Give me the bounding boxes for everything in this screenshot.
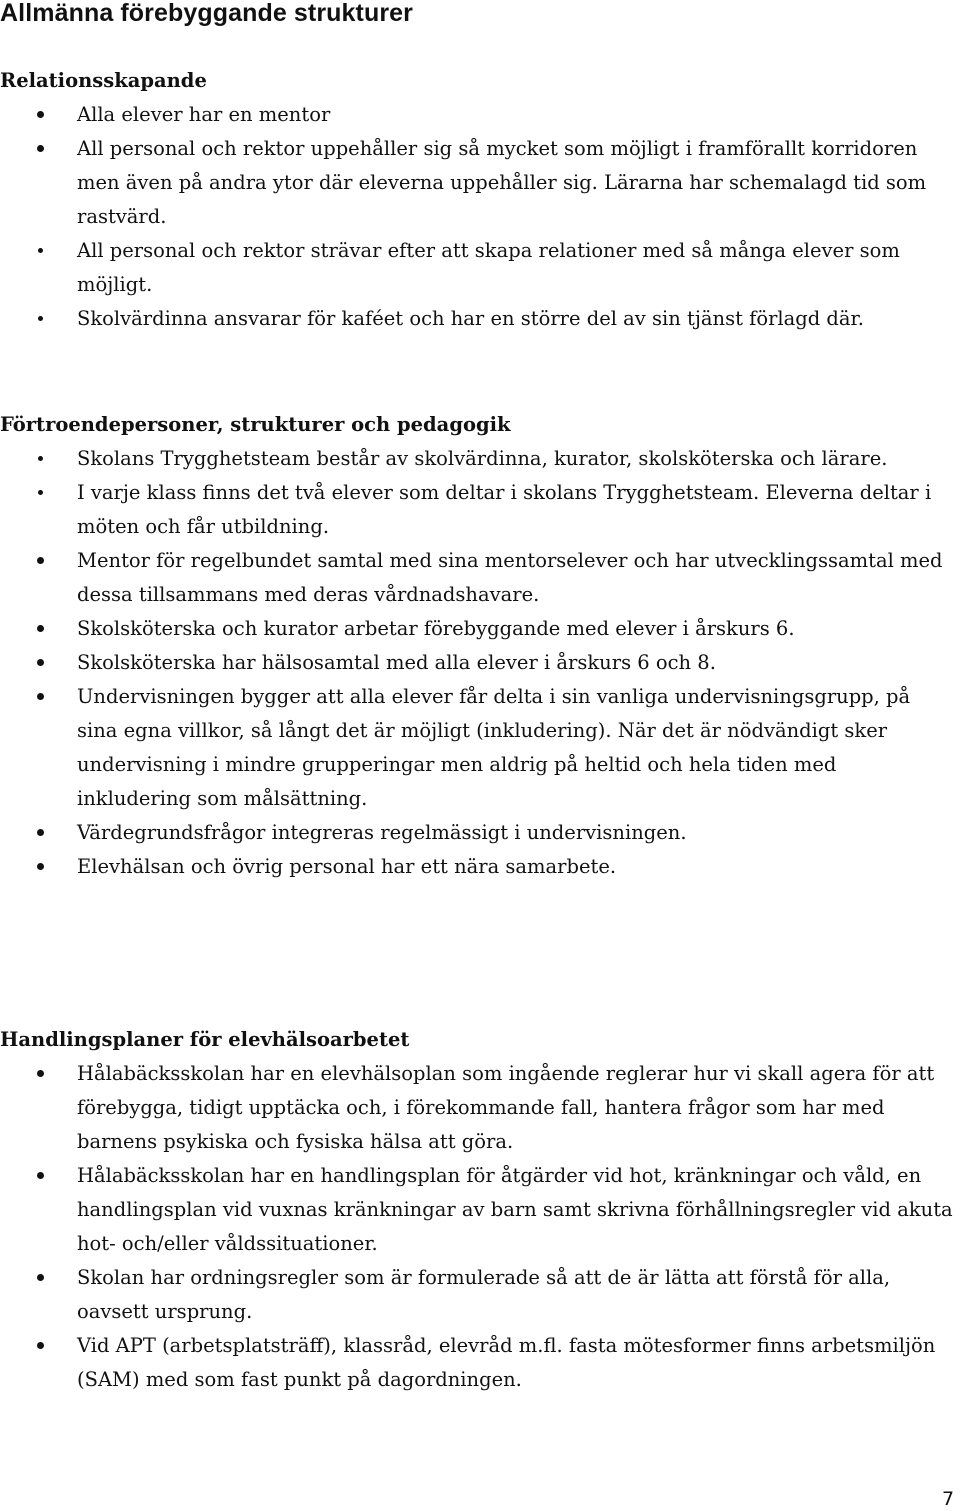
list-item-text: Skolans Trygghetsteam består av skolvärdinna, kurator, skolsköterska och lärare.	[77, 447, 888, 470]
list-item	[0, 302, 956, 336]
list-item-text: All personal och rektor uppehåller sig så mycket som möjligt i framförallt korridoren men även på andra ytor där eleverna uppehåller sig. Lärarna har schemalagd tid som rastvärd.	[77, 137, 927, 228]
section-heading: Relationsskapande	[0, 69, 207, 92]
list-item	[0, 132, 956, 234]
section-relationsskapande	[0, 64, 956, 336]
bullet-icon	[37, 1070, 44, 1077]
bullet-icon	[38, 316, 43, 321]
list-item-text: Hålabäcksskolan har en handlingsplan för åtgärder vid hot, kränkningar och våld, en handlingsplan vid vuxnas kränkningar av barn samt skrivna förhållningsregler vid akuta hot- och/eller våldssituationer.	[77, 1164, 953, 1255]
list-item-text: Skolsköterska och kurator arbetar förebyggande med elever i årskurs 6.	[77, 617, 795, 640]
section-heading: Förtroendepersoner, strukturer och pedagogik	[0, 413, 511, 436]
page-title: Allmänna förebyggande strukturer	[0, 0, 414, 27]
list-item-text: I varje klass finns det två elever som deltar i skolans Trygghetsteam. Eleverna deltar i möten och får utbildning.	[77, 481, 932, 538]
list-item-text: Undervisningen bygger att alla elever får delta i sin vanliga undervisningsgrupp, på sina egna villkor, så långt det är möjligt (inkludering). När det är nödvändigt sker undervisning i mindre grupperingar men aldrig på heltid och hela tiden med inkludering som målsättning.	[77, 685, 911, 810]
list-item-text: Vid APT (arbetsplatsträff), klassråd, elevråd m.fl. fasta mötesformer finns arbetsmiljön (SAM) med som fast punkt på dagordningen.	[77, 1334, 936, 1391]
bullet-icon	[37, 863, 44, 870]
section-heading: Handlingsplaner för elevhälsoarbetet	[0, 1028, 410, 1051]
list-item	[0, 1057, 956, 1159]
list-item-text: Alla elever har en mentor	[77, 103, 331, 126]
list-item	[0, 1261, 956, 1329]
list-item-text: All personal och rektor strävar efter att skapa relationer med så många elever som möjligt.	[77, 239, 900, 296]
bullet-icon	[37, 659, 44, 666]
list-item-text: Mentor för regelbundet samtal med sina mentorselever och har utvecklingssamtal med dessa tillsammans med deras vårdnadshavare.	[77, 549, 943, 606]
list-item	[0, 816, 956, 850]
bullet-icon	[37, 1342, 44, 1349]
bullet-icon	[37, 111, 44, 118]
list-item	[0, 1329, 956, 1397]
list-item-text: Skolvärdinna ansvarar för kaféet och har en större del av sin tjänst förlagd där.	[77, 307, 864, 330]
list-item	[0, 646, 956, 680]
bullet-icon	[37, 145, 44, 152]
bullet-icon	[37, 829, 44, 836]
bullet-icon	[37, 1172, 44, 1179]
list-item	[0, 544, 956, 612]
list-item	[0, 680, 956, 816]
list-item-text: Skolsköterska har hälsosamtal med alla elever i årskurs 6 och 8.	[77, 651, 716, 674]
bullet-icon	[37, 557, 44, 564]
list-item	[0, 234, 956, 302]
bullet-list	[0, 1057, 956, 1397]
section-handlingsplaner	[0, 1023, 956, 1397]
list-item-text: Skolan har ordningsregler som är formulerade så att de är lätta att förstå för alla, oavsett ursprung.	[77, 1266, 891, 1323]
bullet-icon	[38, 248, 43, 253]
list-item	[0, 850, 956, 884]
bullet-list	[0, 442, 956, 884]
list-item	[0, 612, 956, 646]
bullet-list	[0, 98, 956, 336]
bullet-icon	[37, 1274, 44, 1281]
list-item-text: Hålabäcksskolan har en elevhälsoplan som ingående reglerar hur vi skall agera för att förebygga, tidigt upptäcka och, i förekommande fall, hantera frågor som har med barnens psykiska och fysiska hälsa att göra.	[77, 1062, 935, 1153]
bullet-icon	[38, 490, 43, 495]
bullet-icon	[37, 625, 44, 632]
list-item	[0, 98, 956, 132]
list-item-text: Elevhälsan och övrig personal har ett nära samarbete.	[77, 855, 617, 878]
section-fortroendepersoner	[0, 408, 956, 884]
bullet-icon	[37, 693, 44, 700]
list-item	[0, 476, 956, 544]
list-item	[0, 442, 956, 476]
bullet-icon	[38, 456, 43, 461]
page-number: 7	[942, 1488, 955, 1510]
list-item	[0, 1159, 956, 1261]
list-item-text: Värdegrundsfrågor integreras regelmässigt i undervisningen.	[77, 821, 687, 844]
